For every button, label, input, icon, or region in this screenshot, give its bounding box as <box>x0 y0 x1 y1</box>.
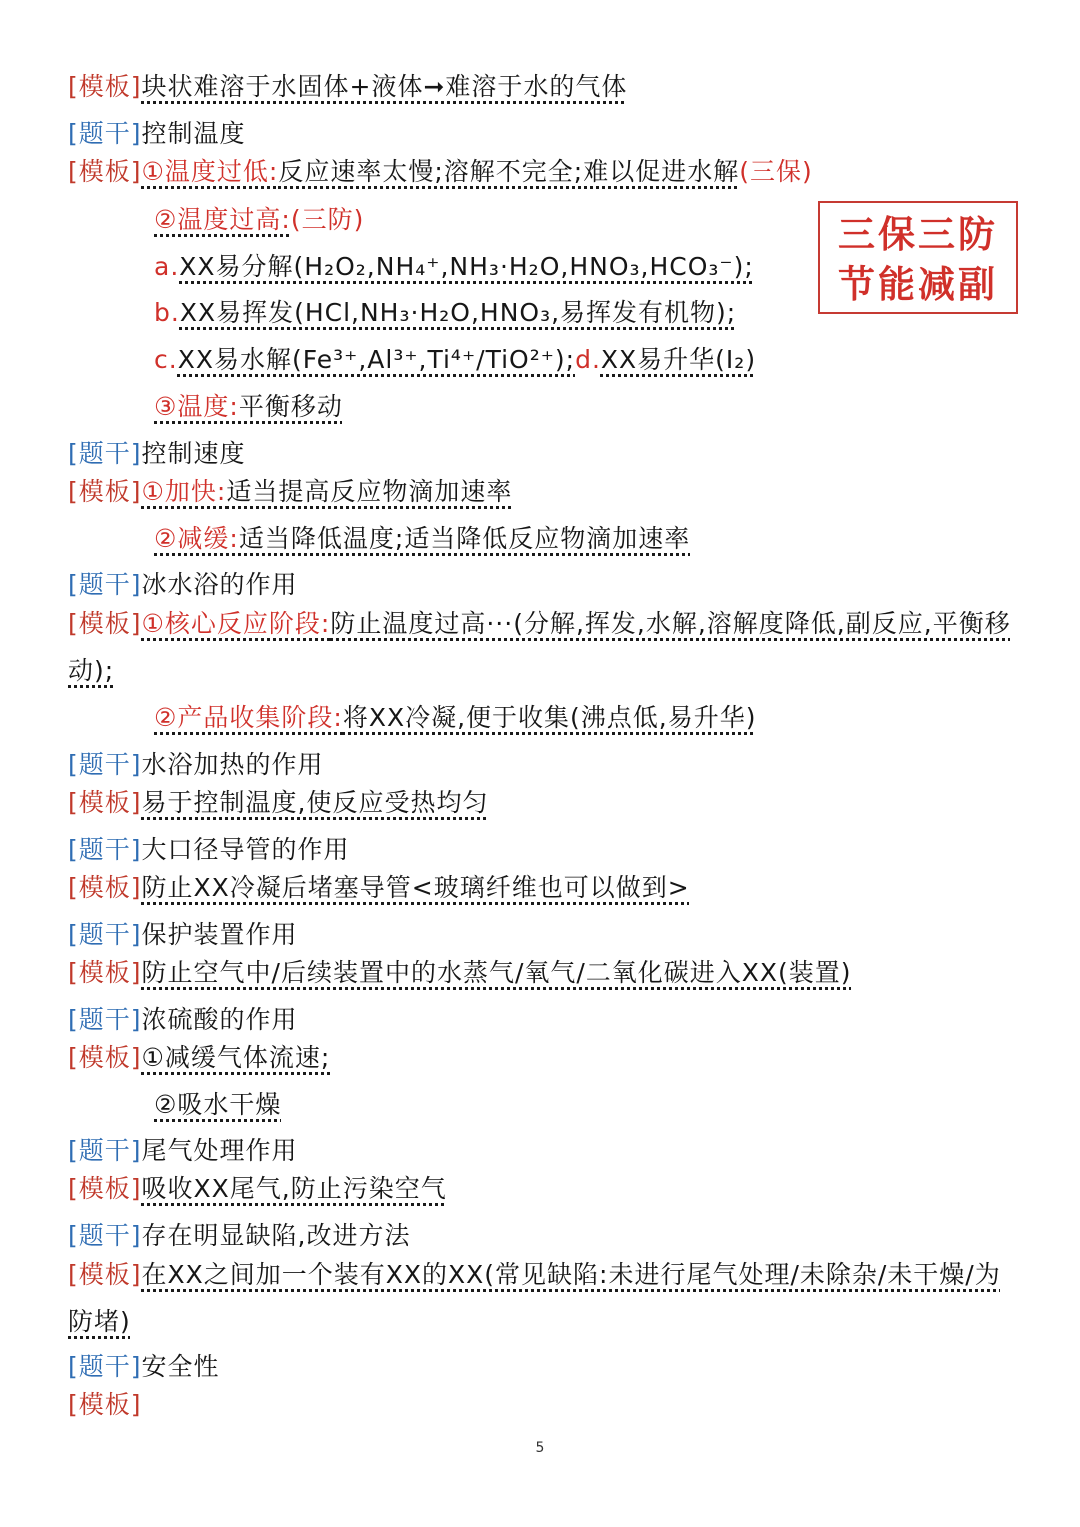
point-text: 将XX冷凝,便于收集(沸点低,易升华) <box>342 703 757 732</box>
template-tag: [模板] <box>68 1043 142 1072</box>
line-item-c-d <box>154 343 1020 377</box>
question-text: 浓硫酸的作用 <box>141 1005 298 1034</box>
template-text: 块状难溶于水固体+液体➞难溶于水的气体 <box>141 72 628 101</box>
item-text: XX易分解(H₂O₂,NH₄⁺,NH₃·H₂O,HNO₃,HCO₃⁻); <box>179 252 754 281</box>
line-question-water-bath <box>68 748 1020 782</box>
question-text: 尾气处理作用 <box>141 1136 298 1165</box>
item-label: a. <box>154 252 180 281</box>
question-text: 大口径导管的作用 <box>141 835 350 864</box>
question-tag: [题干] <box>68 1136 142 1165</box>
line-question-speed <box>68 437 1020 471</box>
line-template-temperature-low <box>68 155 1020 189</box>
item-text: XX易升华(I₂) <box>600 345 757 374</box>
line-template-wide-tube <box>68 871 1020 905</box>
line-question-tail-gas <box>68 1134 1020 1168</box>
question-tag: [题干] <box>68 570 142 599</box>
question-tag: [题干] <box>68 750 142 779</box>
question-text: 控制速度 <box>141 439 246 468</box>
question-text: 保护装置作用 <box>141 920 298 949</box>
line-temperature-equilibrium <box>154 390 1020 424</box>
question-text: 控制温度 <box>141 119 246 148</box>
point-text: 防止温度过高···(分解,挥发,水解,溶解度降低,副反应,平衡移动); <box>68 609 1011 685</box>
point-label: ③温度: <box>154 392 239 421</box>
line-template-speed-up <box>68 475 1020 509</box>
line-template-1 <box>68 70 1020 104</box>
template-tag: [模板] <box>68 958 142 987</box>
stamp-line: 三保三防 <box>838 212 998 256</box>
point-text: 适当降低温度;适当降低反应物滴加速率 <box>238 524 691 553</box>
line-template-sulfuric-acid-2 <box>154 1088 1020 1122</box>
line-question-sulfuric-acid <box>68 1003 1020 1037</box>
point-text: 反应速率太慢;溶解不完全;难以促进水解 <box>278 157 740 186</box>
item-label: c. <box>154 345 178 374</box>
template-text: ①减缓气体流速; <box>141 1043 331 1072</box>
template-text: 防止空气中/后续装置中的水蒸气/氧气/二氧化碳进入XX(装置) <box>141 958 852 987</box>
page-number: 5 <box>535 1440 545 1456</box>
point-label: ②减缓: <box>154 524 239 553</box>
item-text: XX易挥发(HCl,NH₃·H₂O,HNO₃,易挥发有机物); <box>179 298 737 327</box>
question-text: 存在明显缺陷,改进方法 <box>141 1221 411 1250</box>
item-text: XX易水解(Fe³⁺,Al³⁺,Ti⁴⁺/TiO²⁺); <box>177 345 576 374</box>
line-template-sulfuric-acid-1 <box>68 1041 1020 1075</box>
line-question-safety <box>68 1350 1020 1384</box>
line-question-defect <box>68 1219 1020 1253</box>
point-label: ①加快: <box>141 477 227 506</box>
question-tag: [题干] <box>68 119 142 148</box>
template-text: 易于控制温度,使反应受热均匀 <box>141 788 489 817</box>
template-tag: [模板] <box>68 1260 142 1289</box>
item-label: b. <box>154 298 180 327</box>
question-text: 安全性 <box>141 1352 220 1381</box>
point-suffix: (三防) <box>290 205 365 234</box>
line-question-protection <box>68 918 1020 952</box>
template-tag: [模板] <box>68 1174 142 1203</box>
line-question-ice-bath <box>68 568 1020 602</box>
template-tag: [模板] <box>68 609 142 638</box>
template-text: 防止XX冷凝后堵塞导管<玻璃纤维也可以做到> <box>141 873 690 902</box>
question-tag: [题干] <box>68 1005 142 1034</box>
point-text: 适当提高反应物滴加速率 <box>226 477 513 506</box>
question-tag: [题干] <box>68 439 142 468</box>
question-tag: [题干] <box>68 835 142 864</box>
template-tag: [模板] <box>68 788 142 817</box>
line-question-temperature <box>68 117 1020 151</box>
template-tag: [模板] <box>68 157 142 186</box>
point-label: ②产品收集阶段: <box>154 703 343 732</box>
line-template-water-bath <box>68 786 1020 820</box>
template-text: 在XX之间加一个装有XX的XX(常见缺陷:未进行尾气处理/未除杂/未干燥/为防堵) <box>68 1260 1001 1336</box>
point-suffix: (三保) <box>739 157 813 186</box>
question-text: 冰水浴的作用 <box>141 570 298 599</box>
question-tag: [题干] <box>68 920 142 949</box>
stamp-line: 节能减副 <box>838 262 998 306</box>
template-text: 吸收XX尾气,防止污染空气 <box>141 1174 447 1203</box>
line-template-defect <box>68 1251 1020 1345</box>
point-label: ①温度过低: <box>141 157 279 186</box>
point-label: ②温度过高: <box>154 205 291 234</box>
question-tag: [题干] <box>68 1221 142 1250</box>
template-text: ②吸水干燥 <box>154 1090 282 1119</box>
template-tag: [模板] <box>68 72 142 101</box>
line-template-tail-gas <box>68 1172 1020 1206</box>
template-tag: [模板] <box>68 477 142 506</box>
question-tag: [题干] <box>68 1352 142 1381</box>
template-tag: [模板] <box>68 873 142 902</box>
question-text: 水浴加热的作用 <box>141 750 324 779</box>
line-speed-down <box>154 522 1020 556</box>
item-label: d. <box>575 345 601 374</box>
line-product-collection <box>154 701 1020 735</box>
line-template-safety <box>68 1388 1020 1422</box>
line-template-protection <box>68 956 1020 990</box>
point-label: ①核心反应阶段: <box>141 609 331 638</box>
stamp-box <box>818 201 1018 314</box>
line-question-wide-tube <box>68 833 1020 867</box>
line-template-ice-bath <box>68 600 1020 694</box>
point-text: 平衡移动 <box>238 392 343 421</box>
template-tag: [模板] <box>68 1390 142 1419</box>
